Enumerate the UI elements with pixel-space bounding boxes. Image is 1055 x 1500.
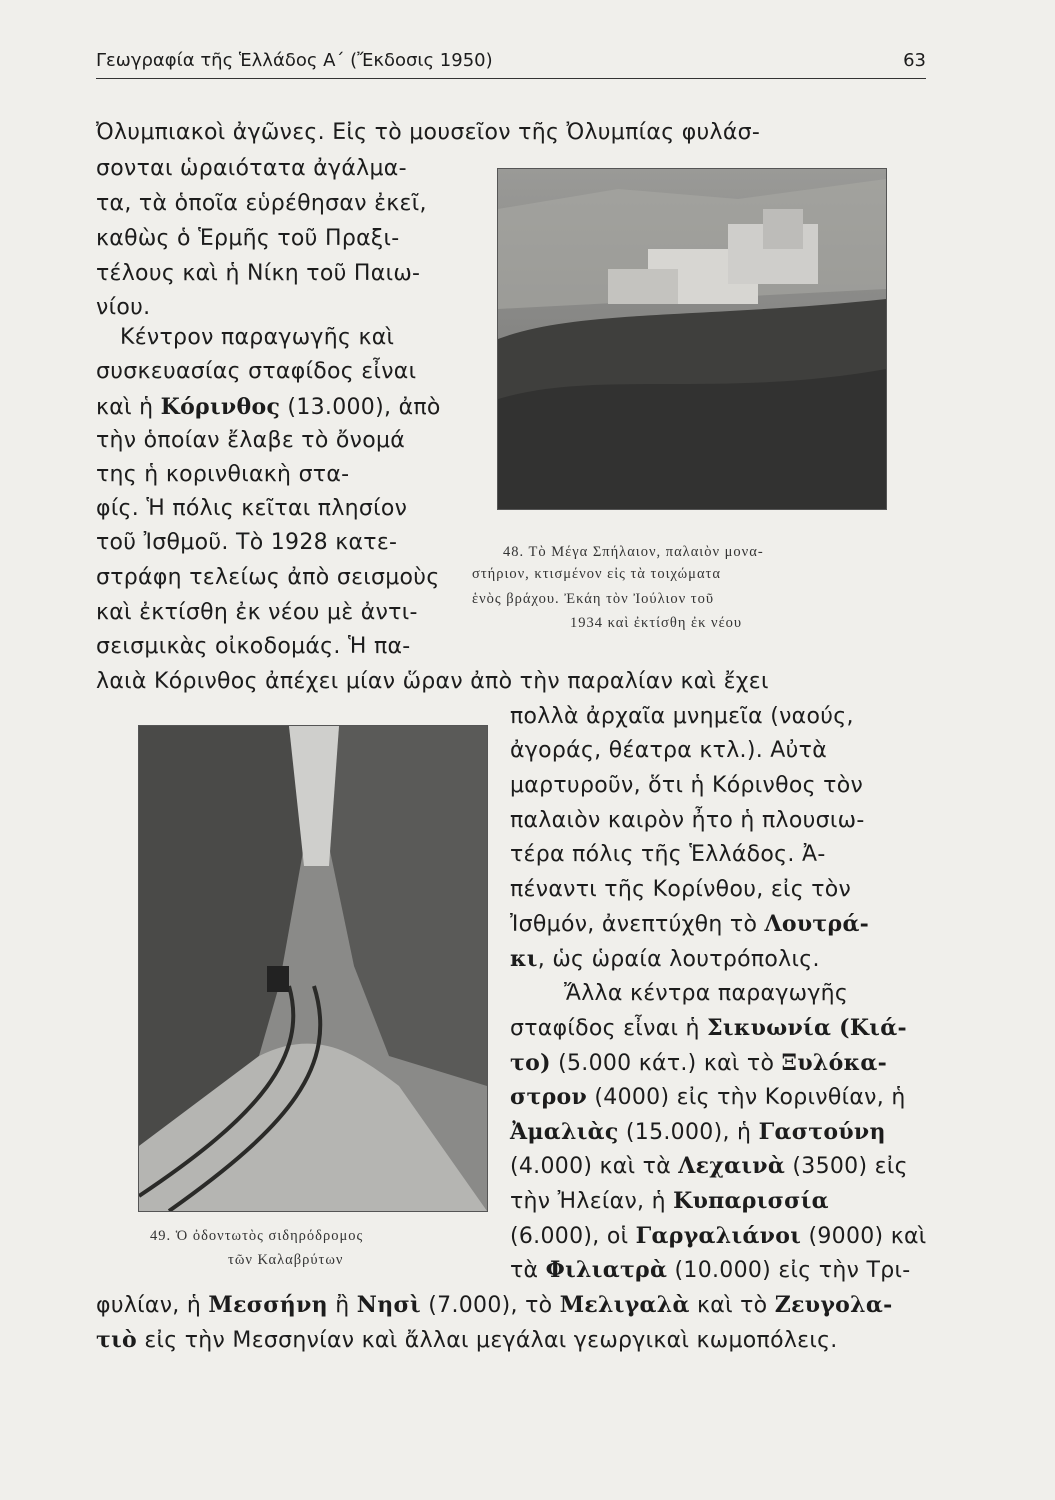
body-line: λαιὰ Κόρινθος ἀπέχει μίαν ὥραν ἀπὸ τὴν παραλίαν καὶ ἔχει — [96, 669, 769, 694]
body-line: τὴν ὁποίαν ἔλαβε τὸ ὄνομά — [96, 428, 406, 453]
body-line: συσκευασίας σταφίδος εἶναι — [96, 359, 417, 384]
place-loutraki: Λουτρά- — [764, 911, 870, 937]
body-line: καὶ ἐκτίσθη ἐκ νέου μὲ ἀντι- — [96, 600, 418, 625]
place-loutraki-end: κι — [510, 946, 538, 972]
body-line: το) (5.000 κάτ.) καὶ τὸ Ξυλόκα- — [510, 1050, 888, 1076]
body-line: τέλους καὶ ἡ Νίκη τοῦ Παιω- — [96, 261, 421, 286]
page-number: 63 — [903, 50, 926, 71]
body-line: τα, τὰ ὁποῖα εὑρέθησαν ἐκεῖ, — [96, 191, 427, 216]
body-line: της ἡ κορινθιακὴ στα- — [96, 462, 350, 487]
place-messini: Μεσσήνη — [208, 1292, 328, 1318]
body-line: παλαιὸν καιρὸν ἦτο ἡ πλουσιω- — [510, 808, 865, 833]
body-line: τὴν Ἠλείαν, ἡ Κυπαρισσία — [510, 1188, 829, 1214]
body-line: στρον (4000) εἰς τὴν Κορινθίαν, ἡ — [510, 1084, 906, 1110]
body-line: Κέντρον παραγωγῆς καὶ — [120, 325, 395, 350]
figure-48-caption-line-4: 1934 καὶ ἐκτίσθη ἐκ νέου — [570, 615, 743, 631]
place-amaliada: Ἀμαλιὰς — [510, 1119, 619, 1145]
place-nisi: Νησὶ — [356, 1292, 421, 1318]
body-line: τοῦ Ἰσθμοῦ. Τὸ 1928 κατε- — [96, 530, 398, 555]
body-line: τὰ Φιλιατρὰ (10.000) εἰς τὴν Τρι- — [510, 1257, 911, 1283]
body-line: καὶ ἡ Κόρινθος (13.000), ἀπὸ — [96, 394, 441, 420]
figure-48-caption-line-2: στήριον, κτισμένον εἰς τὰ τοιχώματα — [472, 566, 721, 582]
figure-49-caption-line-1: 49. Ὁ ὀδοντωτὸς σιδηρόδρομος — [150, 1228, 364, 1244]
body-line: Ἄλλα κέντρα παραγωγῆς — [564, 981, 849, 1006]
place-lechaina: Λεχαινὰ — [678, 1153, 786, 1179]
body-line: πολλὰ ἀρχαῖα μνημεῖα (ναούς, — [510, 704, 854, 729]
header-title: Γεωγραφία τῆς Ἑλλάδος Α΄ (Ἔκδοσις 1950) — [96, 50, 493, 71]
body-line: σονται ὡραιότατα ἀγάλμα- — [96, 156, 407, 181]
body-line: καθὼς ὁ Ἑρμῆς τοῦ Πραξι- — [96, 226, 400, 251]
place-filiatra: Φιλιατρὰ — [545, 1257, 668, 1283]
figure-48-caption-line-3: ἑνὸς βράχου. Ἐκάη τὸν Ἰούλιον τοῦ — [472, 591, 715, 607]
place-xylokastro: Ξυλόκα- — [781, 1050, 888, 1076]
body-line: τέρα πόλις τῆς Ἑλλάδος. Ἀ- — [510, 842, 826, 867]
body-line: τιὸ εἰς τὴν Μεσσηνίαν καὶ ἄλλαι μεγάλαι γεωργικαὶ κωμοπόλεις. — [96, 1327, 838, 1353]
place-zevgolatio: Ζευγολα- — [774, 1292, 893, 1318]
body-line: φυλίαν, ἡ Μεσσήνη ἢ Νησὶ (7.000), τὸ Μελιγαλὰ καὶ τὸ Ζευγολα- — [96, 1292, 893, 1318]
body-line: Ὀλυμπιακοὶ ἀγῶνες. Εἰς τὸ μουσεῖον τῆς Ὀλυμπίας φυλάσ- — [96, 120, 761, 145]
place-gastouni: Γαστούνη — [758, 1119, 886, 1145]
body-line: κι, ὡς ὡραία λουτρόπολις. — [510, 946, 820, 972]
body-line: (4.000) καὶ τὰ Λεχαινὰ (3500) εἰς — [510, 1153, 908, 1179]
place-korinthos: Κόρινθος — [160, 394, 281, 420]
body-line: πέναντι τῆς Κορίνθου, εἰς τὸν — [510, 877, 852, 902]
body-line: (6.000), οἱ Γαργαλιάνοι (9000) καὶ — [510, 1223, 927, 1249]
body-line: Ἀμαλιὰς (15.000), ἡ Γαστούνη — [510, 1119, 886, 1145]
figure-49-caption-line-2: τῶν Καλαβρύτων — [228, 1252, 344, 1268]
megaspilaio-monastery-photo — [497, 168, 887, 510]
place-kyparissia: Κυπαρισσία — [673, 1188, 829, 1214]
body-line: στράφη τελείως ἀπὸ σεισμοὺς — [96, 565, 440, 590]
body-line: σεισμικὰς οἰκοδομάς. Ἡ πα- — [96, 634, 411, 659]
place-zevgolatio-end: τιὸ — [96, 1327, 138, 1353]
place-xylokastro-end: στρον — [510, 1084, 588, 1110]
place-kiato: το) — [510, 1050, 551, 1076]
body-line: ἀγοράς, θέατρα κτλ.). Αὐτὰ — [510, 738, 828, 763]
figure-48-caption-line-1: 48. Τὸ Μέγα Σπήλαιον, παλαιὸν μονα- — [503, 544, 764, 560]
body-line: φίς. Ἡ πόλις κεῖται πλησίον — [96, 496, 408, 521]
body-line: μαρτυροῦν, ὅτι ἡ Κόρινθος τὸν — [510, 773, 864, 798]
running-header — [96, 48, 926, 79]
body-line: νίου. — [96, 295, 151, 320]
place-meligalas: Μελιγαλὰ — [559, 1292, 690, 1318]
place-gargaliani: Γαργαλιάνοι — [635, 1223, 802, 1249]
body-line: Ἰσθμόν, ἀνεπτύχθη τὸ Λουτρά- — [510, 911, 870, 937]
kalavryta-railway-photo — [138, 725, 488, 1212]
place-sikyonia: Σικυωνία (Κιά- — [707, 1015, 907, 1041]
body-line: σταφίδος εἶναι ἡ Σικυωνία (Κιά- — [510, 1015, 907, 1041]
